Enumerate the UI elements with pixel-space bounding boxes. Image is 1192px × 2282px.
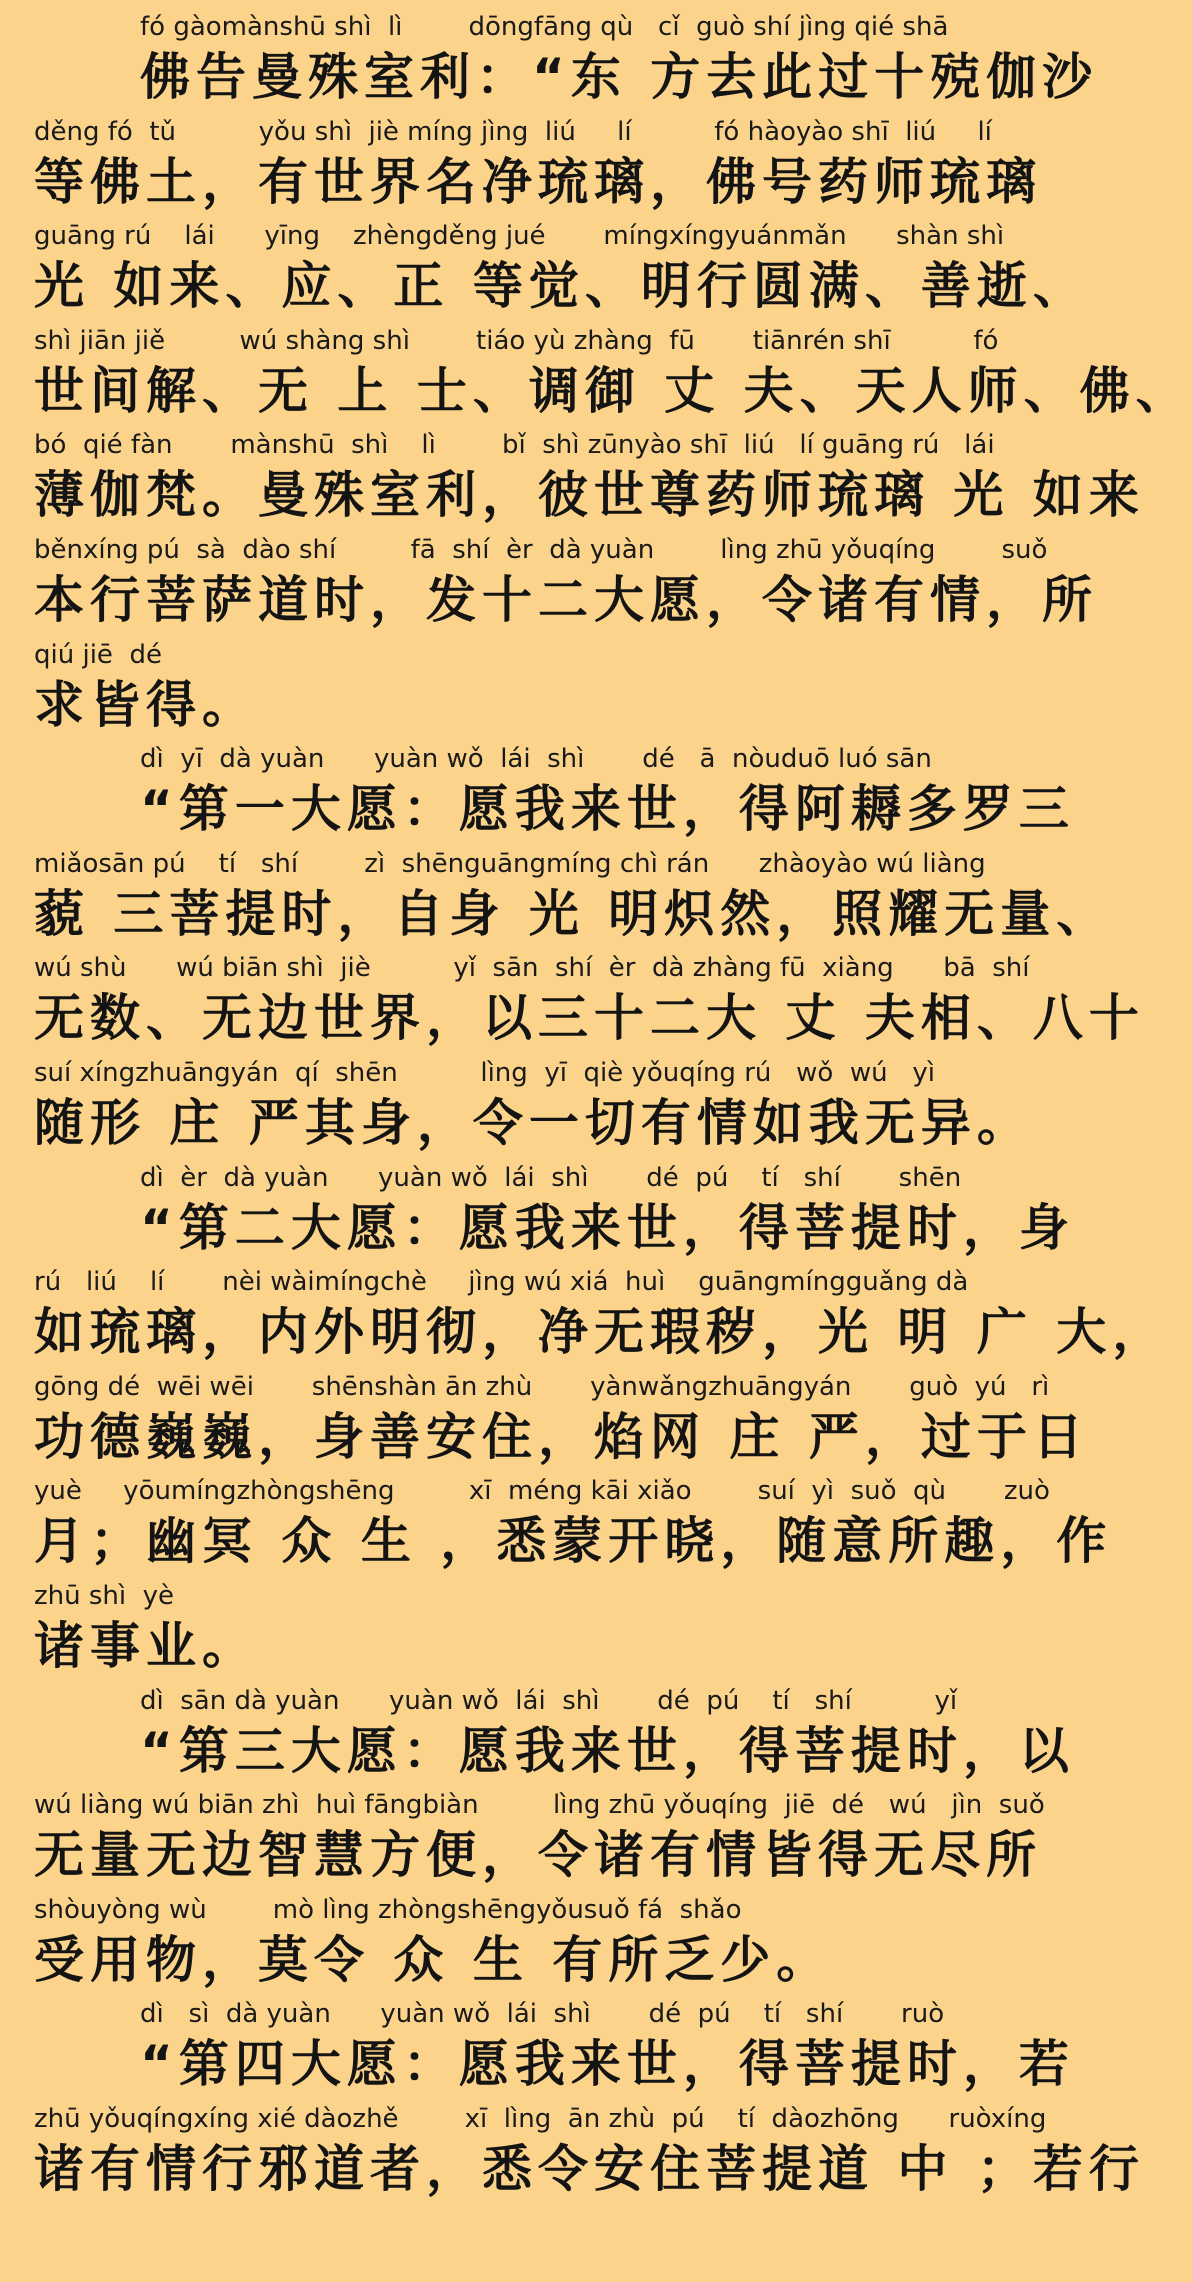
text-line: [0, 217, 1089, 322]
text-line: [0, 1995, 1080, 2100]
chinese-text: 功德巍巍，身善安住，焰网 庄 严，过于日: [34, 1407, 1089, 1466]
pinyin-annotation: zhū yǒuqíngxíng xié dàozhě xī lìng ān zhù pú tí dàozhōng ruòxíng: [34, 2103, 1047, 2134]
text-line: [0, 531, 1098, 636]
pinyin-annotation: qiú jiē dé: [34, 639, 162, 670]
chinese-text: 薄伽梵。曼殊室利，彼世尊药师琉璃 光 如来: [34, 466, 1145, 525]
text-line: [0, 636, 1080, 741]
chinese-text: 光 如来、应、正 等觉、明行圆满、善逝、: [34, 257, 1089, 316]
pinyin-annotation: miǎosān pú tí shí zì shēnguāngmíng chì rán zhàoyào wú liàng: [34, 848, 986, 879]
chinese-text: 无数、无边世界，以三十二大 丈 夫相、八十: [34, 989, 1145, 1048]
chinese-text: “第一大愿：愿我来世，得阿耨多罗三: [140, 780, 1075, 839]
chinese-text: 佛告曼殊室利：“东 方去此过十殑伽沙: [140, 48, 1099, 106]
pinyin-annotation: fó gàomànshū shì lì dōngfāng qù cǐ guò shí jìng qié shā: [140, 12, 949, 42]
pinyin-annotation: dì yī dà yuàn yuàn wǒ lái shì dé ā nòuduō luó sān: [140, 744, 932, 775]
chinese-text: 诸事业。: [34, 1616, 258, 1675]
chinese-text: 世间解、无 上 士、调御 丈 夫、天人师、佛、: [34, 361, 1192, 420]
text-line: [0, 322, 1192, 427]
text-line: [0, 1786, 1080, 1891]
chinese-text: 求皆得。: [34, 675, 258, 734]
pinyin-annotation: yuè yōumíngzhòngshēng xī méng kāi xiǎo suí yì suǒ qù zuò: [34, 1476, 1050, 1507]
pinyin-annotation: dì sān dà yuàn yuàn wǒ lái shì dé pú tí shí yǐ: [140, 1685, 958, 1716]
text-line: [0, 426, 1145, 531]
text-line: [0, 1682, 1080, 1787]
text-line: [0, 113, 1080, 218]
text-line: [0, 949, 1145, 1054]
text-line: [0, 1054, 1080, 1159]
chinese-text: 受用物，莫令 众 生 有所乏少。: [34, 1930, 833, 1989]
pinyin-annotation: wú shù wú biān shì jiè yǐ sān shí èr dà zhàng fū xiàng bā shí: [34, 953, 1030, 984]
pinyin-annotation: děng fó tǔ yǒu shì jiè míng jìng liú lí fó hàoyào shī liú lí: [34, 116, 992, 147]
text-line: [0, 1159, 1080, 1264]
chinese-text: 藐 三菩提时，自身 光 明炽然，照耀无量、: [34, 884, 1113, 943]
pinyin-annotation: shòuyòng wù mò lìng zhòngshēngyǒusuǒ fá shǎo: [34, 1894, 742, 1925]
text-line: [0, 2100, 1145, 2205]
text-line: [0, 8, 1099, 113]
pinyin-annotation: guāng rú lái yīng zhèngděng jué míngxíngyuánmǎn shàn shì: [34, 221, 1005, 252]
chinese-text: 无量无边智慧方便，令诸有情皆得无尽所: [34, 1826, 1042, 1885]
text-line: [0, 845, 1113, 950]
text-line: [0, 1577, 1080, 1682]
pinyin-annotation: suí xíngzhuāngyán qí shēn lìng yī qiè yǒuqíng rú wǒ wú yì: [34, 1057, 935, 1088]
pinyin-annotation: rú liú lí nèi wàimíngchè jìng wú xiá huì guāngmíngguǎng dà: [34, 1267, 969, 1298]
pinyin-annotation: běnxíng pú sà dào shí fā shí èr dà yuàn lìng zhū yǒuqíng suǒ: [34, 534, 1048, 565]
pinyin-annotation: bó qié fàn mànshū shì lì bǐ shì zūnyào shī liú lí guāng rú lái: [34, 430, 995, 461]
chinese-text: 随形 庄 严其身，令一切有情如我无异。: [34, 1093, 1033, 1152]
pinyin-annotation: dì èr dà yuàn yuàn wǒ lái shì dé pú tí shí shēn: [140, 1162, 962, 1193]
chinese-text: “第三大愿：愿我来世，得菩提时，以: [140, 1721, 1075, 1780]
chinese-text: “第四大愿：愿我来世，得菩提时，若: [140, 2035, 1075, 2094]
pinyin-annotation: wú liàng wú biān zhì huì fāngbiàn lìng zhū yǒuqíng jiē dé wú jìn suǒ: [34, 1790, 1045, 1821]
pinyin-annotation: zhū shì yè: [34, 1580, 175, 1611]
text-line: [0, 740, 1080, 845]
chinese-text: “第二大愿：愿我来世，得菩提时，身: [140, 1198, 1075, 1257]
chinese-text: 等佛土，有世界名净琉璃，佛号药师琉璃: [34, 152, 1042, 211]
pinyin-annotation: dì sì dà yuàn yuàn wǒ lái shì dé pú tí shí ruò: [140, 1999, 945, 2030]
chinese-text: 如琉璃，内外明彻，净无瑕秽，光 明 广 大，: [34, 1303, 1169, 1362]
pinyin-annotation: gōng dé wēi wēi shēnshàn ān zhù yànwǎngzhuāngyán guò yú rì: [34, 1371, 1050, 1402]
chinese-text: 诸有情行邪道者，悉令安住菩提道 中 ；若行: [34, 2139, 1145, 2198]
text-line: [0, 1472, 1113, 1577]
pinyin-annotation: shì jiān jiě wú shàng shì tiáo yù zhàng fū tiānrén shī fó: [34, 325, 999, 356]
text-line: [0, 1368, 1089, 1473]
text-line: [0, 1263, 1169, 1368]
chinese-text: 本行菩萨道时，发十二大愿，令诸有情，所: [34, 570, 1098, 629]
chinese-text: 月；幽冥 众 生 ，悉蒙开晓，随意所趣，作: [34, 1512, 1113, 1571]
text-line: [0, 1891, 1080, 1996]
